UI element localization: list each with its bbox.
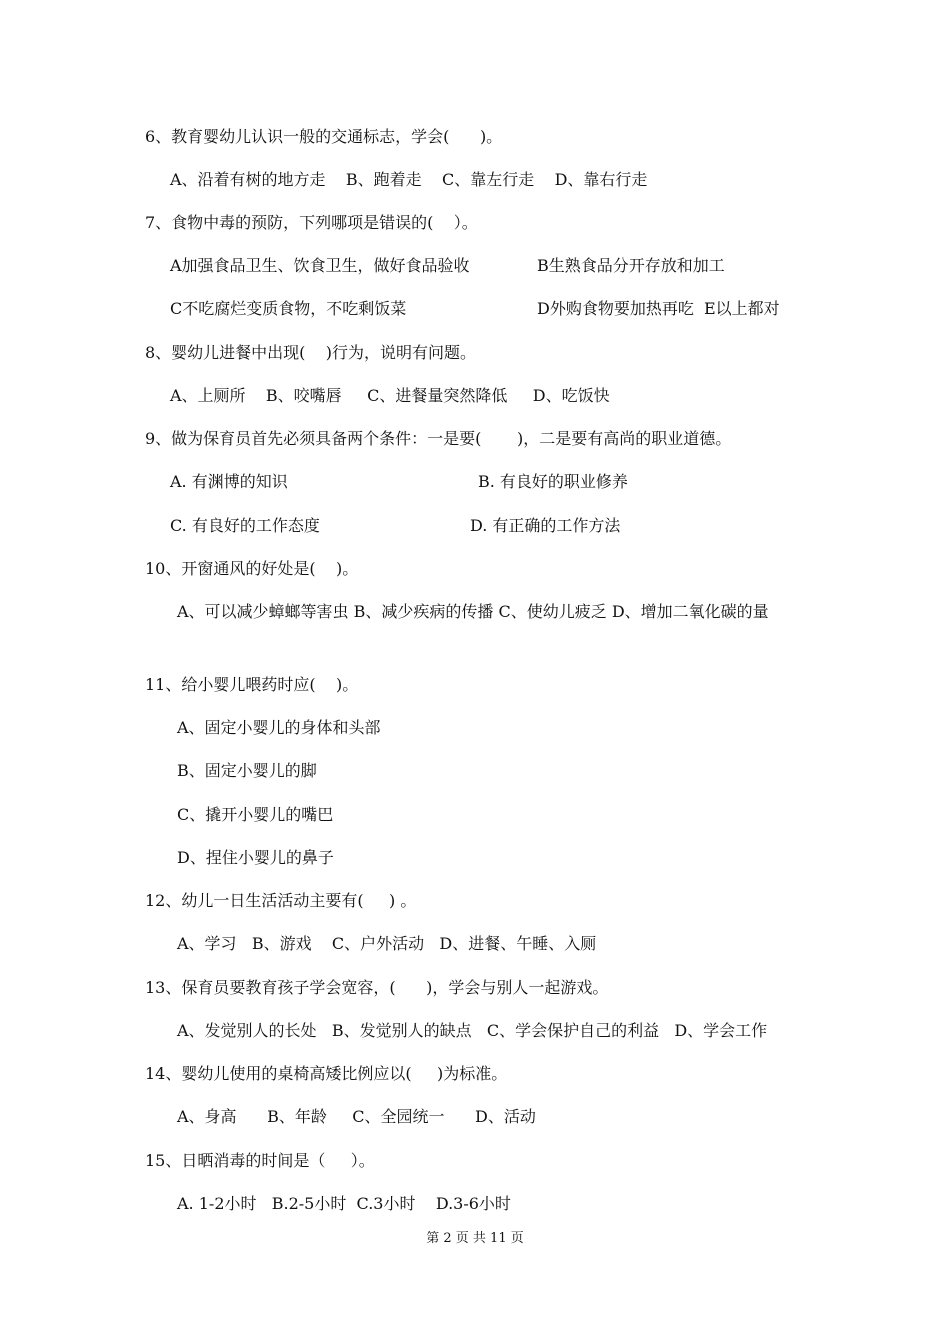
question-10-stem: 10、开窗通风的好处是( )。 bbox=[145, 559, 359, 578]
question-8-stem: 8、婴幼儿进餐中出现( )行为，说明有问题。 bbox=[145, 343, 477, 362]
question-13-options: A、发觉别人的长处 B、发觉别人的缺点 C、学会保护自己的利益 D、学会工作 bbox=[177, 1021, 768, 1040]
question-8-options: A、上厕所 B、咬嘴唇 C、进餐量突然降低 D、吃饭快 bbox=[170, 386, 610, 405]
question-14-stem: 14、婴幼儿使用的桌椅高矮比例应以( )为标准。 bbox=[145, 1064, 508, 1083]
question-11-option-d: D、捏住小婴儿的鼻子 bbox=[177, 848, 334, 867]
question-12-stem: 12、幼儿一日生活活动主要有( ) 。 bbox=[145, 891, 417, 910]
question-11-stem: 11、给小婴儿喂药时应( )。 bbox=[145, 675, 359, 694]
question-15-options: A. 1-2小时 B.2-5小时 C.3小时 D.3-6小时 bbox=[177, 1194, 511, 1213]
question-7-option-de: D外购食物要加热再吃 E以上都对 bbox=[537, 299, 780, 318]
question-10-options: A、可以减少蟑螂等害虫 B、减少疾病的传播 C、使幼儿疲乏 D、增加二氧化碳的量 bbox=[177, 602, 769, 621]
page-number-footer: 第 2 页 共 11 页 bbox=[426, 1231, 524, 1246]
question-9-option-d: D. 有正确的工作方法 bbox=[470, 516, 621, 535]
question-9-option-c: C. 有良好的工作态度 bbox=[170, 516, 320, 535]
question-7-option-a: A加强食品卫生、饮食卫生，做好食品验收 bbox=[170, 256, 470, 275]
question-9-stem: 9、做为保育员首先必须具备两个条件：一是要( )，二是要有高尚的职业道德。 bbox=[145, 429, 732, 448]
question-13-stem: 13、保育员要教育孩子学会宽容，( )，学会与别人一起游戏。 bbox=[145, 978, 609, 997]
question-6-options: A、沿着有树的地方走 B、跑着走 C、靠左行走 D、靠右行走 bbox=[170, 170, 648, 189]
question-9-option-a: A. 有渊博的知识 bbox=[170, 472, 288, 491]
question-7-option-b: B生熟食品分开存放和加工 bbox=[537, 256, 725, 275]
question-11-option-a: A、固定小婴儿的身体和头部 bbox=[177, 718, 381, 737]
question-6-stem: 6、教育婴幼儿认识一般的交通标志，学会( )。 bbox=[145, 127, 503, 146]
question-9-option-b: B. 有良好的职业修养 bbox=[478, 472, 628, 491]
question-11-option-b: B、固定小婴儿的脚 bbox=[177, 761, 317, 780]
question-14-options: A、身高 B、年龄 C、全园统一 D、活动 bbox=[177, 1107, 536, 1126]
question-12-options: A、学习 B、游戏 C、户外活动 D、进餐、午睡、入厕 bbox=[177, 934, 597, 953]
question-7-option-c: C不吃腐烂变质食物，不吃剩饭菜 bbox=[170, 299, 407, 318]
question-11-option-c: C、撬开小婴儿的嘴巴 bbox=[177, 805, 334, 824]
question-7-stem: 7、食物中毒的预防，下列哪项是错误的( ）。 bbox=[145, 213, 478, 232]
question-15-stem: 15、日晒消毒的时间是（ ）。 bbox=[145, 1151, 375, 1170]
